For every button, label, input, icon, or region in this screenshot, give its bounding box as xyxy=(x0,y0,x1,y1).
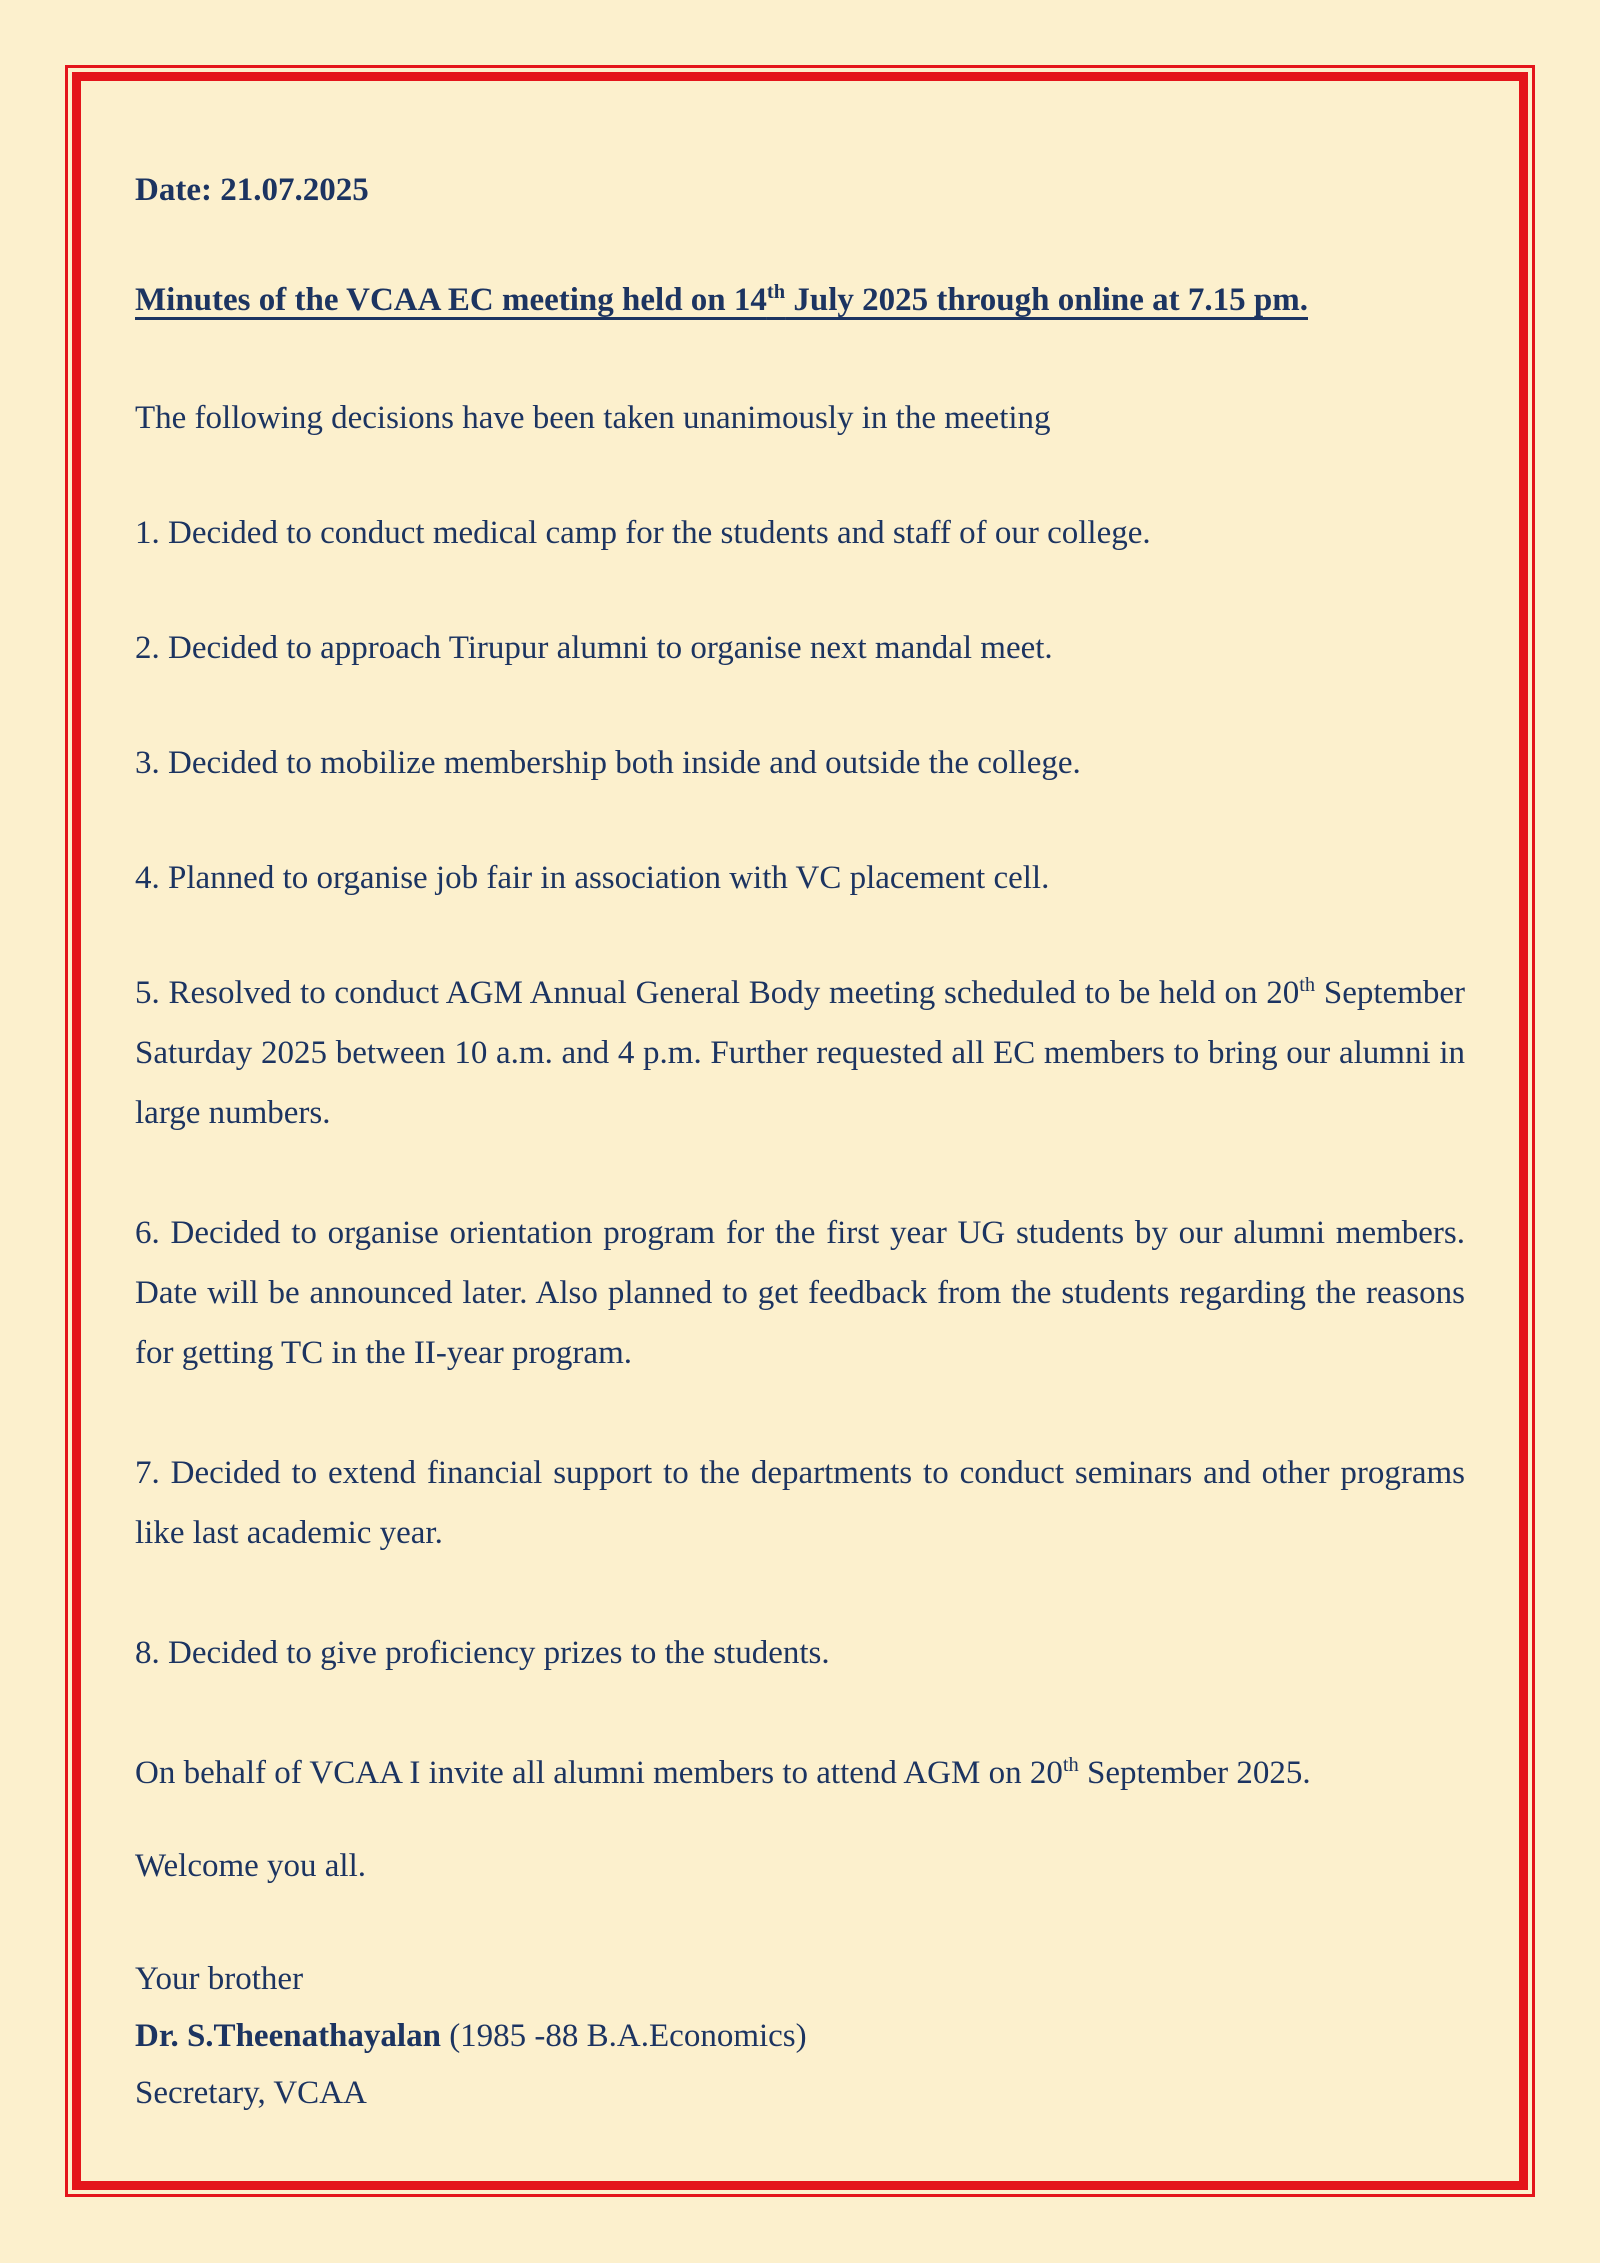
minutes-item-3: 3. Decided to mobilize membership both inside and outside the college. xyxy=(135,745,1081,781)
item-5-ordinal-suffix: th xyxy=(1299,974,1316,996)
minutes-item-8: 8. Decided to give proficiency prizes to the students. xyxy=(135,1635,830,1671)
invite-text: On behalf of VCAA I invite all alumni members to attend AGM on 20 xyxy=(135,1755,1063,1791)
title-text-tail: July 2025 through online at 7.15 pm. xyxy=(785,282,1308,318)
minutes-item-4: 4. Planned to organise job fair in association with VC placement cell. xyxy=(135,860,1050,896)
signature-name-line xyxy=(135,2008,1465,2065)
title-text: Minutes of the VCAA EC meeting held on 14 xyxy=(135,282,767,318)
minutes-item-5 xyxy=(135,963,1465,1143)
invite-line xyxy=(135,1743,1465,1803)
document-title xyxy=(135,270,1465,330)
minutes-item-2: 2. Decided to approach Tirupur alumni to organise next mandal meet. xyxy=(135,630,1053,666)
invite-ordinal-suffix: th xyxy=(1062,1754,1079,1776)
signatory-name: Dr. S.Theenathayalan xyxy=(135,2018,441,2054)
minutes-item-1: 1. Decided to conduct medical camp for the students and staff of our college. xyxy=(135,515,1151,551)
item-5-text: 5. Resolved to conduct AGM Annual General Body meeting scheduled to be held on 20 xyxy=(135,975,1300,1011)
invite-text-tail: September 2025. xyxy=(1078,1755,1311,1791)
signature-block xyxy=(135,1951,1465,2122)
signature-salutation: Your brother xyxy=(135,1961,304,1997)
date-line: Date: 21.07.2025 xyxy=(135,172,369,208)
welcome-line: Welcome you all. xyxy=(135,1848,367,1884)
minutes-document xyxy=(135,160,1465,2122)
item-5-text-tail: September Saturday 2025 between 10 a.m. and 4 p.m. Further requested all EC members to bring our alumni in large numbers. xyxy=(135,975,1466,1131)
intro-line: The following decisions have been taken unanimously in the meeting xyxy=(135,400,1051,436)
signatory-credentials: (1985 -88 B.A.Economics) xyxy=(440,2018,807,2054)
signature-designation: Secretary, VCAA xyxy=(135,2075,367,2111)
minutes-item-6: 6. Decided to organise orientation program for the first year UG students by our alumni members. Date will be announced later. Also planned to get feedback from the students regarding the reasons for getting TC in the II-year program. xyxy=(135,1215,1465,1371)
minutes-item-7: 7. Decided to extend financial support to the departments to conduct seminars and other programs like last academic year. xyxy=(135,1455,1465,1551)
title-ordinal-suffix: th xyxy=(766,281,786,303)
